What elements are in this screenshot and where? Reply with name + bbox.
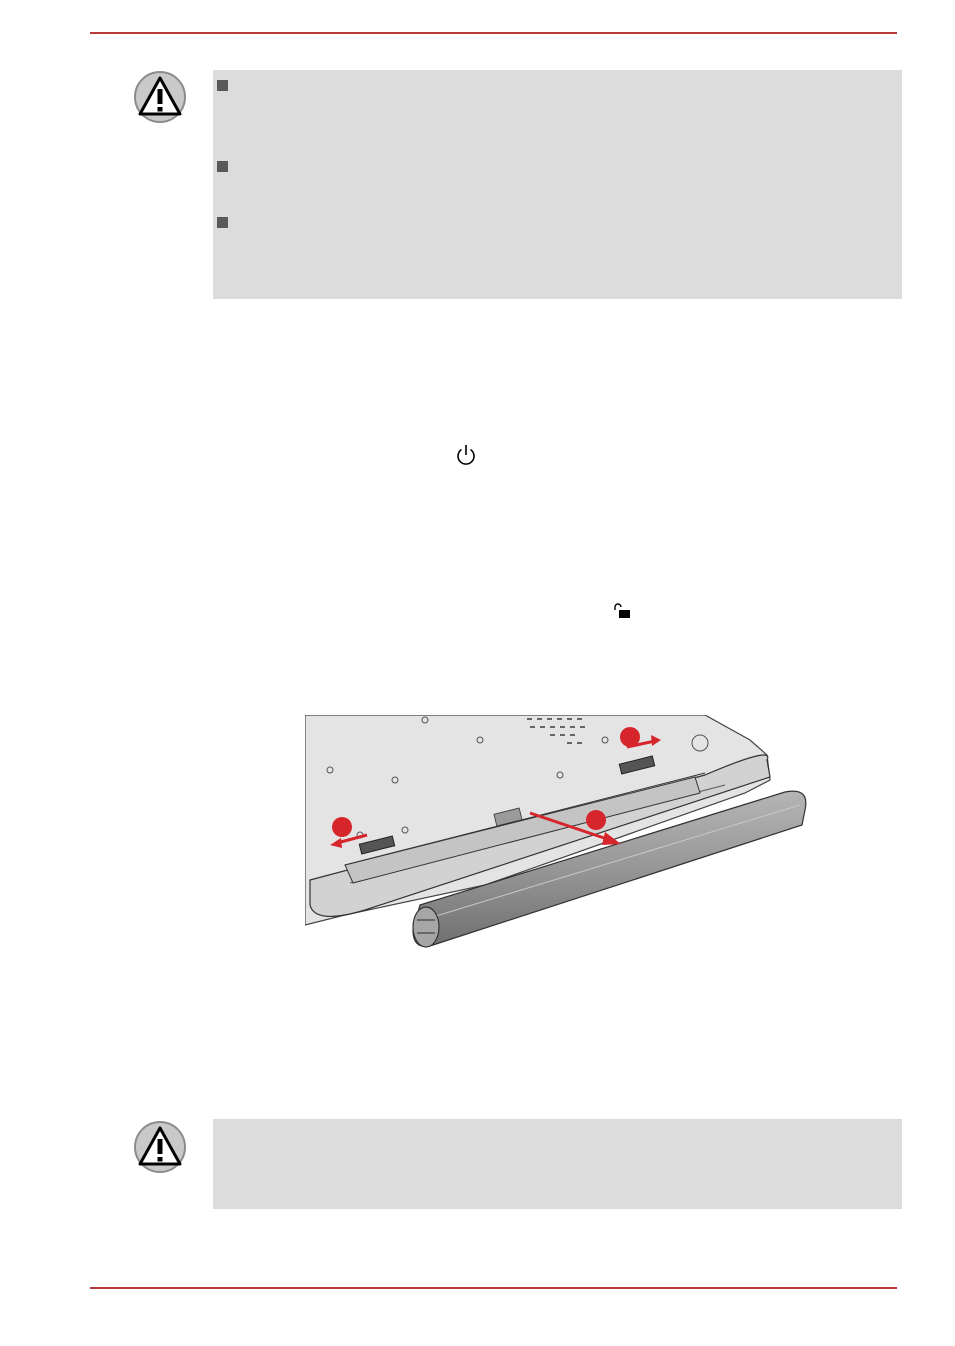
list-bullet	[217, 161, 228, 172]
caution-note-box	[213, 70, 902, 299]
caution-note-box	[213, 1119, 902, 1209]
warning-triangle-icon	[133, 70, 187, 124]
footer-rule	[90, 1287, 897, 1289]
list-bullet	[217, 80, 228, 91]
list-bullet	[217, 217, 228, 228]
callout-marker	[620, 727, 640, 747]
unlock-icon	[613, 603, 631, 619]
header-rule	[90, 32, 897, 34]
power-icon	[455, 443, 477, 467]
callout-marker	[332, 817, 352, 837]
battery-removal-illustration	[305, 715, 815, 955]
warning-triangle-icon	[133, 1120, 187, 1174]
callout-marker	[586, 810, 606, 830]
